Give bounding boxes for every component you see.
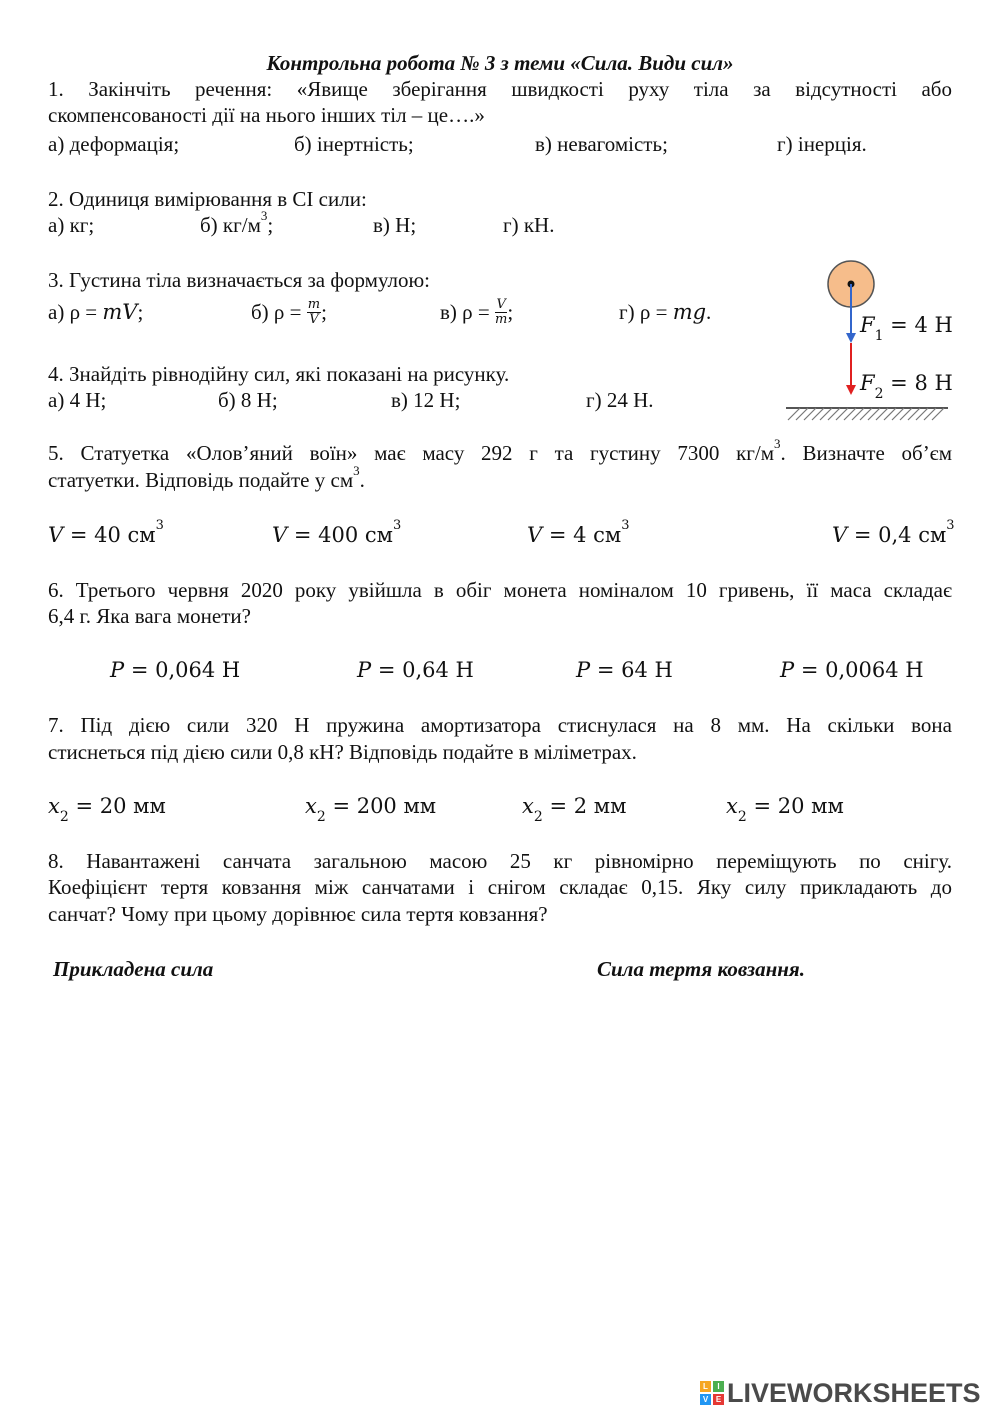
q5-option-3-eq: = 4 см [542,523,622,547]
applied-force-label: Прикладена сила [53,957,214,981]
q7-option-2-var: x [305,794,317,818]
q7-option-4-eq: = 20 мм [746,794,844,818]
q3-option-c-denominator: m [494,311,508,327]
q1-option-b[interactable]: б) інертність; [294,132,414,156]
q6-option-1-eq: = 0,064 Н [124,658,241,682]
q6-option-3-eq: = 64 Н [590,658,673,682]
q6-option-2[interactable] [357,657,474,683]
q6-option-1[interactable] [110,657,240,683]
q3-option-d-label: г) ρ = [619,300,673,324]
q7-option-3-var: x [522,794,534,818]
q6-line1: 6. Третього червня 2020 року увійшла в обіг монета номіналом 10 гривень, її маса складає [48,578,952,602]
q5-line1-end: . Визначте об’єм [780,441,952,465]
logo-mark-i: I [713,1381,724,1392]
q5-option-1-sup: 3 [155,518,164,533]
q1-option-a[interactable]: а) деформація; [48,132,180,156]
q7-option-1[interactable] [48,793,166,825]
q5-option-2-sup: 3 [392,518,402,533]
q5-option-3-sup: 3 [621,518,630,533]
q5-line2-text: статуетки. Відповідь подайте у см [48,468,354,492]
q5-option-1[interactable] [48,518,164,548]
q3-option-b-fraction [307,298,321,327]
q3-option-a-formula: mV [102,300,138,324]
q3-option-d-formula: mg [672,300,707,324]
q1-option-c[interactable]: в) невагомість; [535,132,668,156]
q2-text: 2. Одиниця вимірювання в СІ сили: [48,187,367,211]
q2-option-b-text: б) кг/м [200,213,261,237]
q5-line2 [48,463,365,493]
q8-line1: 8. Навантажені санчата загальною масою 25 кг рівномірно переміщують по снігу. [48,849,952,873]
q4-option-a[interactable]: а) 4 Н; [48,388,107,412]
f1-label-value: = 4 Н [883,313,953,337]
q3-option-d-period: . [706,300,712,324]
q8-line3: санчат? Чому при цьому дорівнює сила тертя ковзання? [48,902,548,926]
q3-option-a-semicolon: ; [137,300,144,324]
q1-option-d[interactable]: г) інерція. [777,132,867,156]
q3-option-b-denominator: V [309,311,319,327]
q7-option-3-sub: 2 [533,809,543,825]
q5-option-4-sup: 3 [946,518,955,533]
f2-label-value: = 8 Н [883,371,953,395]
q3-option-b-numerator: m [307,296,321,312]
q5-option-4[interactable] [832,518,955,548]
q8-line2: Коефіцієнт тертя ковзання між санчатами і снігом складає 0,15. Яку силу прикладають до [48,875,952,899]
q2-option-b-semicolon: ; [267,213,274,237]
q6-line2: 6,4 г. Яка вага монети? [48,604,251,628]
q3-text: 3. Густина тіла визначається за формулою: [48,268,431,292]
logo-mark-v: V [700,1394,711,1405]
q2-option-b[interactable] [200,208,274,238]
q5-line1 [48,436,952,466]
q7-option-1-var: x [48,794,60,818]
q2-option-d[interactable]: г) кН. [503,213,555,237]
q6-option-4-var: P [780,658,795,682]
f2-label [860,370,953,402]
q7-line1: 7. Під дією сили 320 Н пружина амортизатора стиснулася на 8 мм. На скільки вона [48,713,952,737]
q4-text: 4. Знайдіть рівнодійну сил, які показані на рисунку. [48,362,510,386]
q1-line1: 1. Закінчіть речення: «Явище зберігання швидкості руху тіла за відсутності або [48,77,952,101]
page-title: Контрольна робота № 3 з теми «Сила. Види сил» [266,51,734,75]
q5-option-1-var: V [48,523,64,547]
q5-line2-end: . [359,468,365,492]
q3-option-b-label: б) ρ = [251,300,307,324]
q6-option-2-eq: = 0,64 Н [371,658,474,682]
q7-option-2-sub: 2 [316,809,326,825]
logo-mark-e: E [713,1394,724,1405]
f1-arrow-head [846,333,856,343]
q3-option-c[interactable] [440,296,514,329]
ground-hatching [788,408,944,420]
logo-mark-icon [700,1381,724,1405]
liveworksheets-logo [700,1378,995,1408]
q1-line2: скомпенсованості дії на нього інших тіл – це….» [48,103,485,127]
q3-option-b-semicolon: ; [321,300,327,324]
q3-option-c-numerator: V [496,296,506,312]
q5-line1-text: 5. Статуетка «Олов’яний воїн» має масу 292 г та густину 7300 кг/м [48,441,775,465]
q5-line1-sup: 3 [774,436,781,451]
q4-option-c[interactable]: в) 12 Н; [391,388,461,412]
q4-option-d[interactable]: г) 24 Н. [586,388,654,412]
q6-option-3[interactable] [576,657,673,683]
q5-option-4-eq: = 0,4 см [847,523,947,547]
q5-option-2-eq: = 400 см [287,523,393,547]
q7-option-4-var: x [726,794,738,818]
force-diagram [780,255,960,425]
q7-option-2[interactable] [305,793,437,825]
q2-option-b-sup: 3 [260,208,268,223]
q7-option-1-eq: = 20 мм [68,794,166,818]
q5-option-2-var: V [272,523,288,547]
q5-option-2[interactable] [272,518,402,548]
q3-option-d[interactable] [619,299,711,325]
q6-option-3-var: P [576,658,591,682]
f1-label-sub: 1 [874,328,884,344]
f2-label-var: F [860,371,875,395]
q6-option-4[interactable] [780,657,924,683]
q7-option-3-eq: = 2 мм [542,794,627,818]
logo-mark-l: L [700,1381,711,1392]
q5-option-4-var: V [832,523,848,547]
q7-option-1-sub: 2 [59,809,69,825]
q5-option-3[interactable] [527,518,630,548]
q5-option-3-var: V [527,523,543,547]
f2-label-sub: 2 [874,386,884,402]
q3-option-a-label: а) ρ = [48,300,103,324]
q4-option-b[interactable]: б) 8 Н; [218,388,278,412]
q2-option-c[interactable]: в) Н; [373,213,417,237]
q6-option-4-eq: = 0,0064 Н [794,658,924,682]
logo-text: LIVEWORKSHEETS [727,1378,981,1408]
q6-option-1-var: P [110,658,125,682]
q7-option-4-sub: 2 [737,809,747,825]
friction-force-label: Сила тертя ковзання. [597,957,806,981]
f2-arrow-head [846,385,856,395]
q3-option-c-label: в) ρ = [440,300,495,324]
q7-option-3[interactable] [522,793,627,825]
q7-line2: стиснеться під дією сили 0,8 кН? Відповідь подайте в міліметрах. [48,740,637,764]
q5-option-1-eq: = 40 см [63,523,156,547]
q3-option-b[interactable] [251,296,327,329]
f1-label-var: F [860,313,875,337]
q3-option-a[interactable] [48,299,143,325]
q5-line2-sup: 3 [353,463,360,478]
f1-label [860,312,953,344]
q3-option-c-semicolon: ; [507,300,514,324]
q7-option-4[interactable] [726,793,844,825]
q2-option-a[interactable]: а) кг; [48,213,95,237]
q6-option-2-var: P [357,658,372,682]
q7-option-2-eq: = 200 мм [325,794,437,818]
q3-option-c-fraction [495,298,507,327]
